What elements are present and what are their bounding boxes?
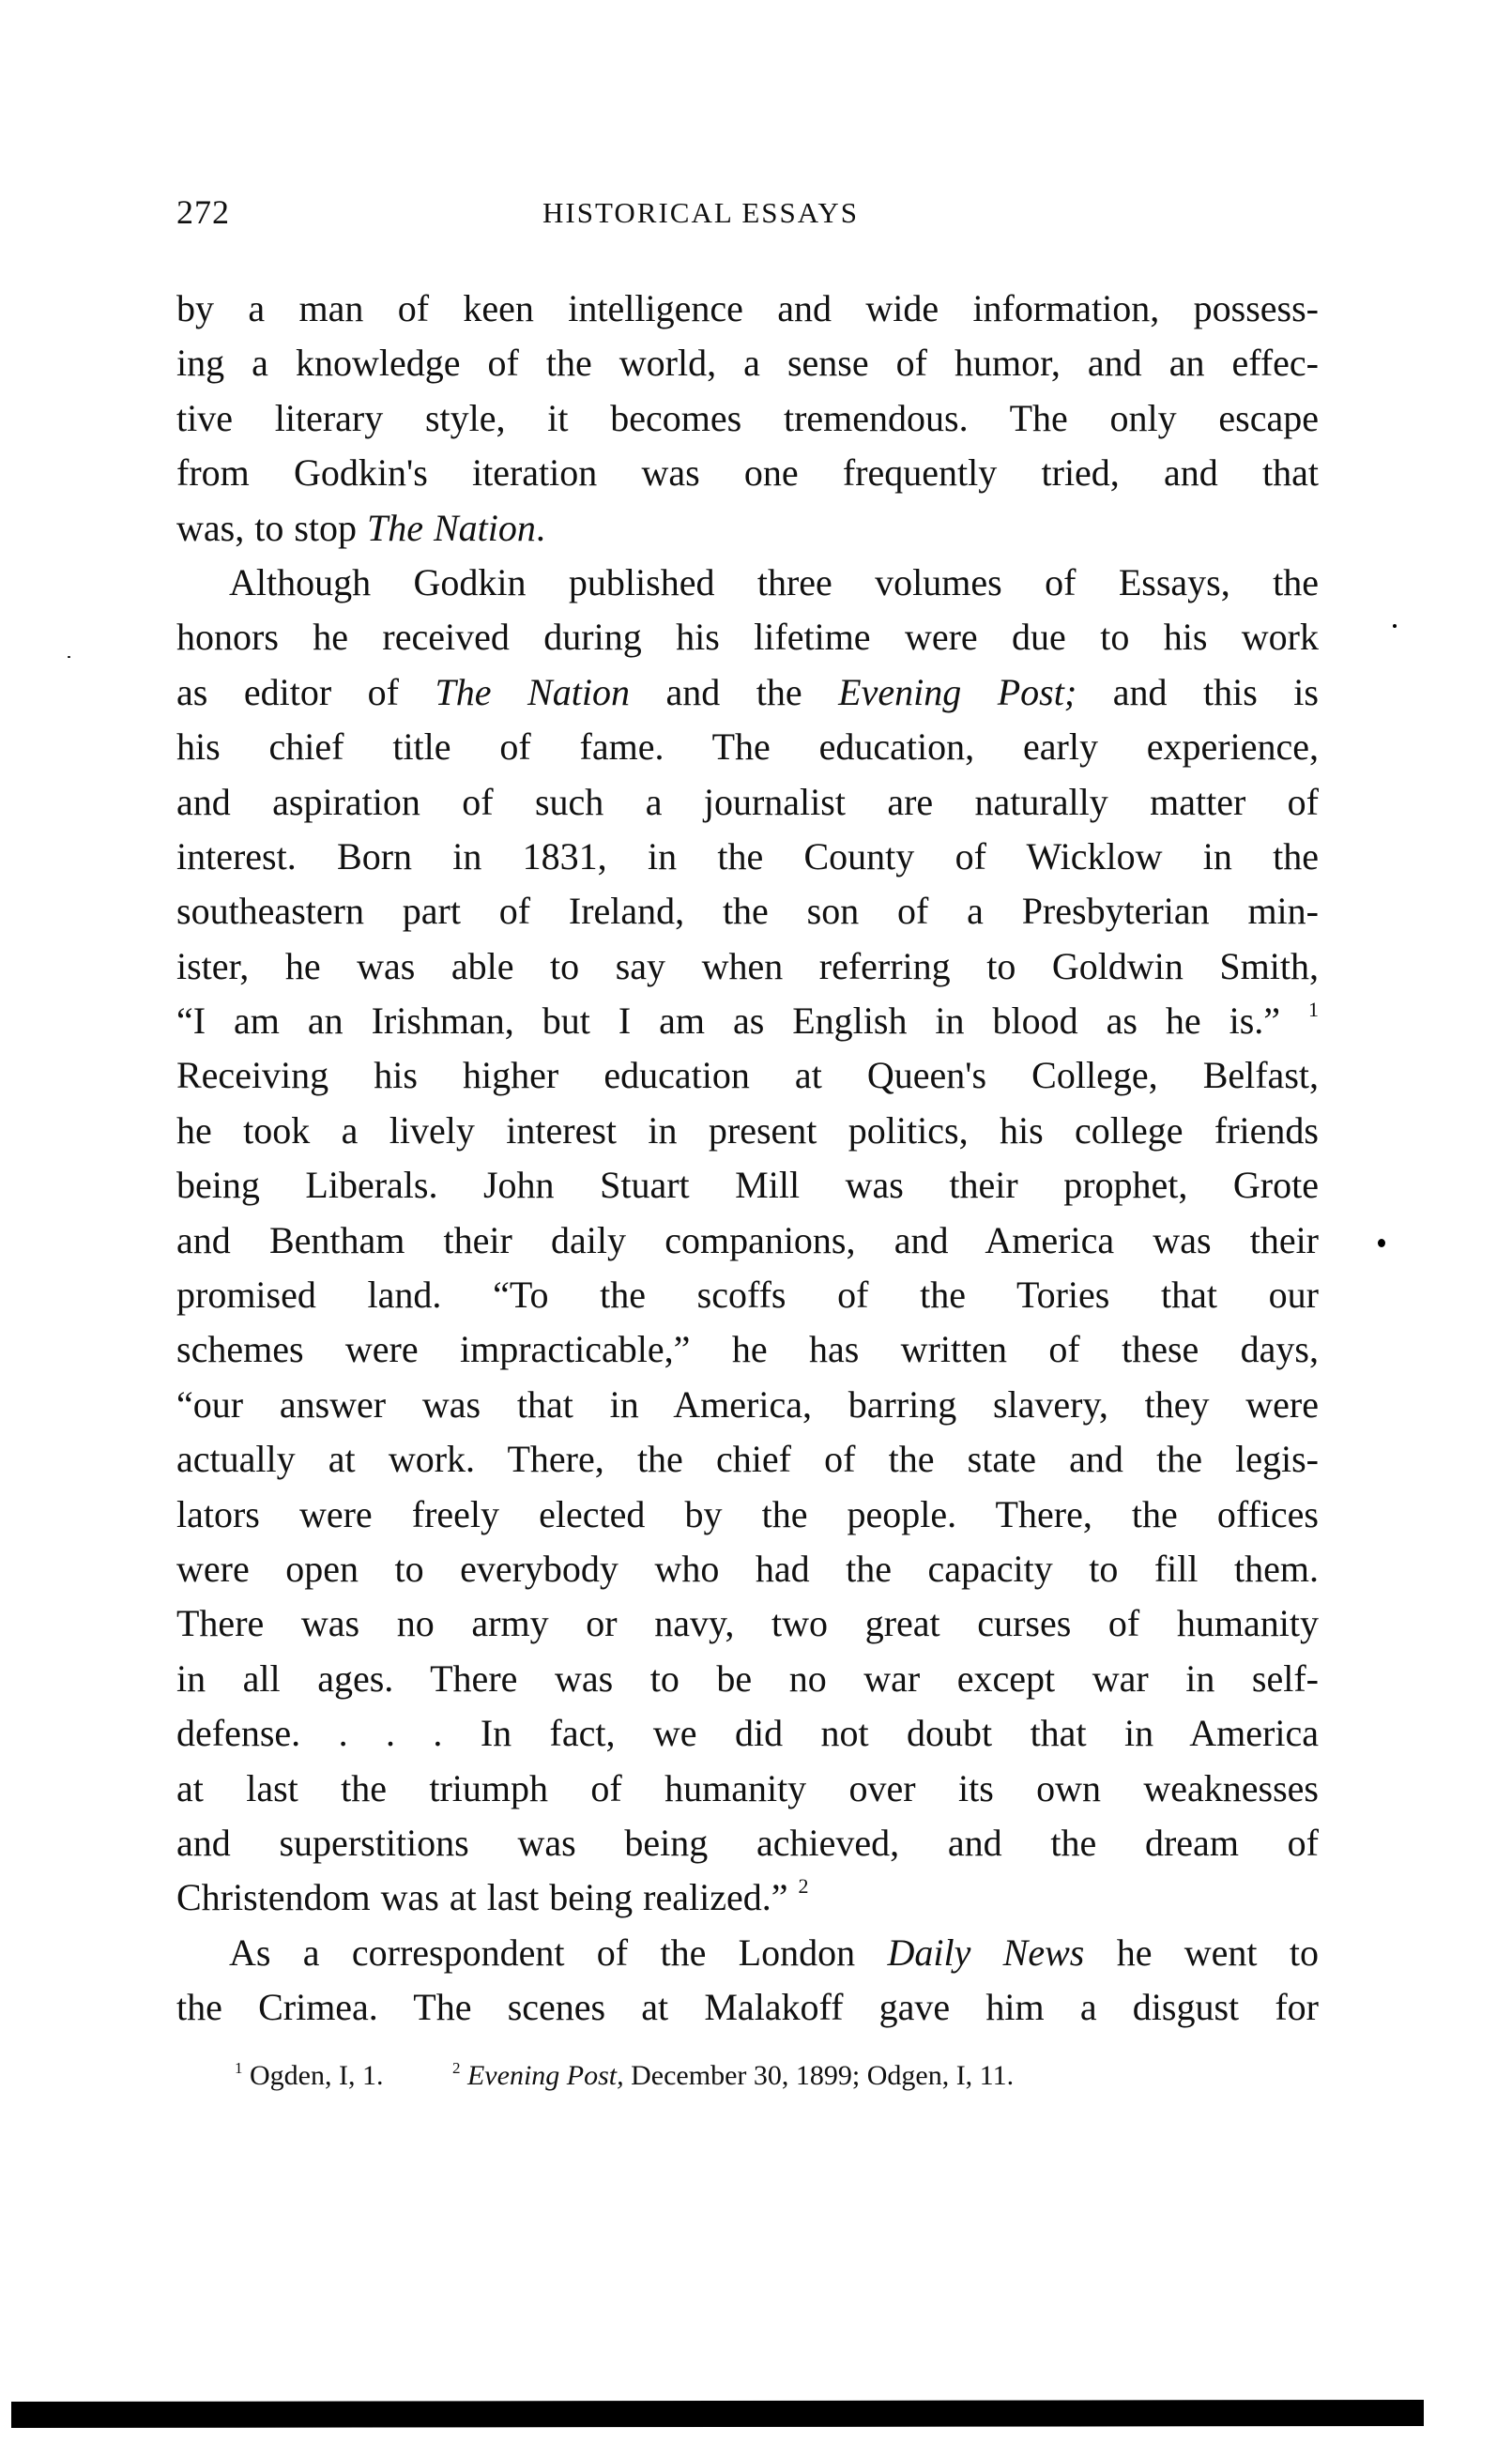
text-line: southeastern part of Ireland, the son of a Presbyterian min-	[176, 890, 1319, 933]
text-line: and aspiration of such a journalist are naturally matter of	[176, 780, 1319, 823]
text-line: in all ages. There was to be no war except war in self-	[176, 1656, 1319, 1700]
text-line: promised land. “To the scoffs of the Tories that our	[176, 1274, 1319, 1317]
italic-title: Evening Post,	[466, 2060, 624, 2091]
text-line: and Bentham their daily companions, and America was their	[176, 1218, 1319, 1261]
footnote-1	[235, 2060, 383, 2092]
text-run: and this is	[1077, 670, 1319, 713]
italic-title: Evening Post;	[838, 670, 1077, 713]
text-run: As a correspondent of the London	[229, 1931, 888, 1974]
text-line	[176, 501, 1319, 556]
footnote-text: Ogden, I, 1.	[250, 2060, 384, 2091]
text-line: defense. . . . In fact, we did not doubt that in America	[176, 1712, 1319, 1755]
text-line: tive literary style, it becomes tremendous. The only escape	[176, 396, 1319, 439]
text-line: at last the triumph of humanity over its own weaknesses	[176, 1766, 1319, 1809]
text-line: schemes were impracticable,” he has written of these days,	[176, 1328, 1319, 1371]
text-line: lators were freely elected by the people. There, the offices	[176, 1492, 1319, 1535]
paragraph-start-line: Although Godkin published three volumes of Essays, the	[229, 560, 1319, 603]
text-line: ister, he was able to say when referring to Goldwin Smith,	[176, 944, 1319, 987]
running-title: HISTORICAL ESSAYS	[542, 196, 859, 229]
text-line: and superstitions was being achieved, and the dream of	[176, 1821, 1319, 1864]
page-header	[176, 192, 1319, 239]
footnotes	[235, 2060, 1314, 2092]
text-line: from Godkin's iteration was one frequently tried, and that	[176, 451, 1319, 495]
text-line	[176, 665, 1319, 720]
text-run: “I am an Irishman, but I am as English in blood as he is.”	[176, 1000, 1281, 1043]
text-line: were open to everybody who had the capacity to fill them.	[176, 1547, 1319, 1590]
scan-edge-band	[11, 2400, 1424, 2428]
text-line: his chief title of fame. The education, early experience,	[176, 725, 1319, 769]
text-line: honors he received during his lifetime were due to his work	[176, 616, 1319, 659]
text-run: and the	[629, 670, 839, 713]
footnote-mark: 2	[451, 2059, 461, 2077]
footnote-2	[452, 2060, 1014, 2092]
text-run: was, to stop	[176, 506, 367, 549]
scan-speck	[1393, 624, 1397, 628]
text-line: actually at work. There, the chief of the state and the legis-	[176, 1438, 1319, 1481]
text-line: ing a knowledge of the world, a sense of humor, and an effec-	[176, 342, 1319, 385]
text-line: There was no army or navy, two great curses of humanity	[176, 1602, 1319, 1645]
body-text	[176, 282, 1319, 2036]
footnote-ref[interactable]: 1	[1308, 998, 1319, 1022]
italic-title: Daily News	[887, 1931, 1085, 1974]
text-run: he went to	[1084, 1931, 1320, 1974]
text-line: the Crimea. The scenes at Malakoff gave him a disgust for	[176, 1986, 1319, 2029]
scan-speck	[68, 656, 70, 658]
footnote-text: December 30, 1899; Odgen, I, 11.	[623, 2060, 1015, 2091]
paragraph-start-line	[176, 1926, 1319, 1980]
text-line: being Liberals. John Stuart Mill was their prophet, Grote	[176, 1164, 1319, 1207]
scan-speck	[1378, 1239, 1385, 1247]
text-run: Christendom was at last being realized.”	[176, 1876, 788, 1919]
text-line: he took a lively interest in present politics, his college friends	[176, 1108, 1319, 1152]
footnote-ref[interactable]: 2	[798, 1874, 809, 1899]
text-line	[176, 1870, 1319, 1925]
text-run: as editor of	[176, 670, 435, 713]
text-line: Receiving his higher education at Queen's College, Belfast,	[176, 1054, 1319, 1097]
text-line	[176, 994, 1319, 1048]
footnote-mark: 1	[235, 2059, 243, 2077]
text-line: interest. Born in 1831, in the County of Wicklow in the	[176, 834, 1319, 878]
text-run: .	[535, 506, 545, 549]
italic-title: The Nation	[435, 670, 630, 713]
page-number: 272	[176, 193, 230, 231]
text-line: by a man of keen intelligence and wide information, possess-	[176, 287, 1319, 329]
italic-title: The Nation	[367, 506, 536, 549]
text-line: “our answer was that in America, barring slavery, they were	[176, 1382, 1319, 1426]
